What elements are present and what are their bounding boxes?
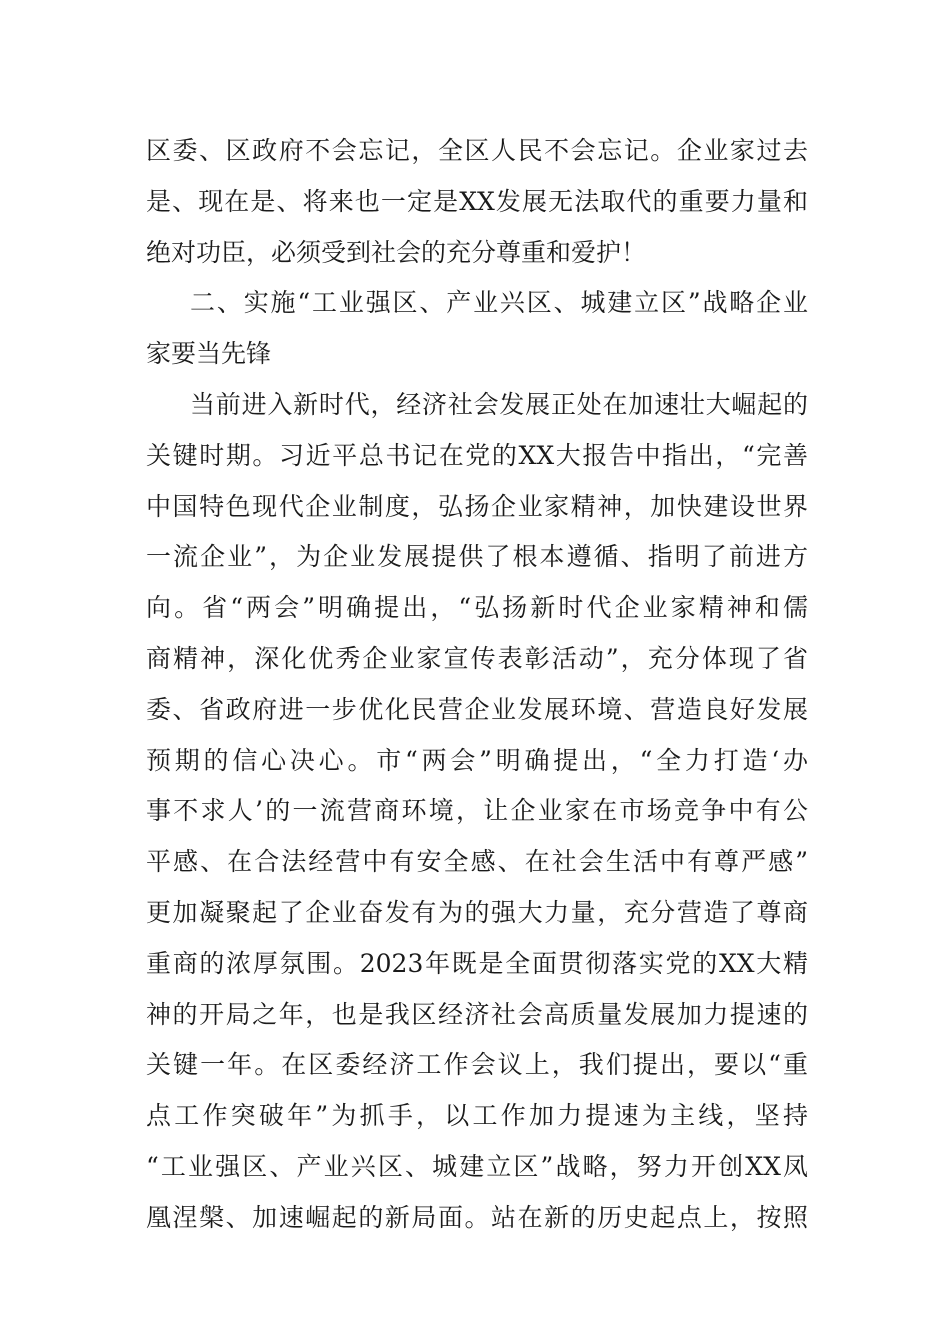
text-line: 是、现在是、将来也一定是XX发展无法取代的重要力量和 xyxy=(146,186,808,216)
text-line: 点工作突破年”为抓手，以工作加力提速为主线，坚持 xyxy=(146,1101,808,1131)
text-line: 神的开局之年，也是我区经济社会高质量发展加力提速的 xyxy=(146,999,808,1029)
text-line: 委、省政府进一步优化民营企业发展环境、营造良好发展 xyxy=(146,694,808,724)
text-line: 区委、区政府不会忘记，全区人民不会忘记。企业家过去 xyxy=(146,136,808,165)
text-line: 向。省“两会”明确提出，“弘扬新时代企业家精神和儒 xyxy=(146,593,808,623)
text-line: 当前进入新时代，经济社会发展正处在加速壮大崛起的 xyxy=(190,389,808,419)
text-line: 一流企业”，为企业发展提供了根本遵循、指明了前进方 xyxy=(146,542,808,572)
text-line: 平感、在合法经营中有安全感、在社会生活中有尊严感” xyxy=(146,847,808,877)
text-line: 凰涅槃、加速崛起的新局面。站在新的历史起点上，按照 xyxy=(146,1202,808,1232)
text-line: 关键一年。在区委经济工作会议上，我们提出，要以“重 xyxy=(146,1050,808,1080)
text-line: 预期的信心决心。市“两会”明确提出，“全力打造‘办 xyxy=(146,745,808,775)
text-line: 重商的浓厚氛围。2023年既是全面贯彻落实党的XX大精 xyxy=(146,948,808,978)
text-line: 商精神，深化优秀企业家宣传表彰活动”，充分体现了省 xyxy=(146,643,808,673)
section-heading-line: 家要当先锋 xyxy=(146,339,272,369)
section-heading-line: 二、实施“工业强区、产业兴区、城建立区”战略企业 xyxy=(190,288,808,318)
text-line: 事不求人’的一流营商环境，让企业家在市场竞争中有公 xyxy=(146,796,808,826)
text-line: 中国特色现代企业制度，弘扬企业家精神，加快建设世界 xyxy=(146,491,808,521)
text-line: “工业强区、产业兴区、城建立区”战略，努力开创XX凤 xyxy=(146,1151,808,1181)
text-line: 更加凝聚起了企业奋发有为的强大力量，充分营造了尊商 xyxy=(146,897,808,927)
text-line: 绝对功臣，必须受到社会的充分尊重和爱护！ xyxy=(146,237,647,267)
text-line: 关键时期。习近平总书记在党的XX大报告中指出，“完善 xyxy=(146,440,808,470)
body-text xyxy=(146,126,808,1244)
